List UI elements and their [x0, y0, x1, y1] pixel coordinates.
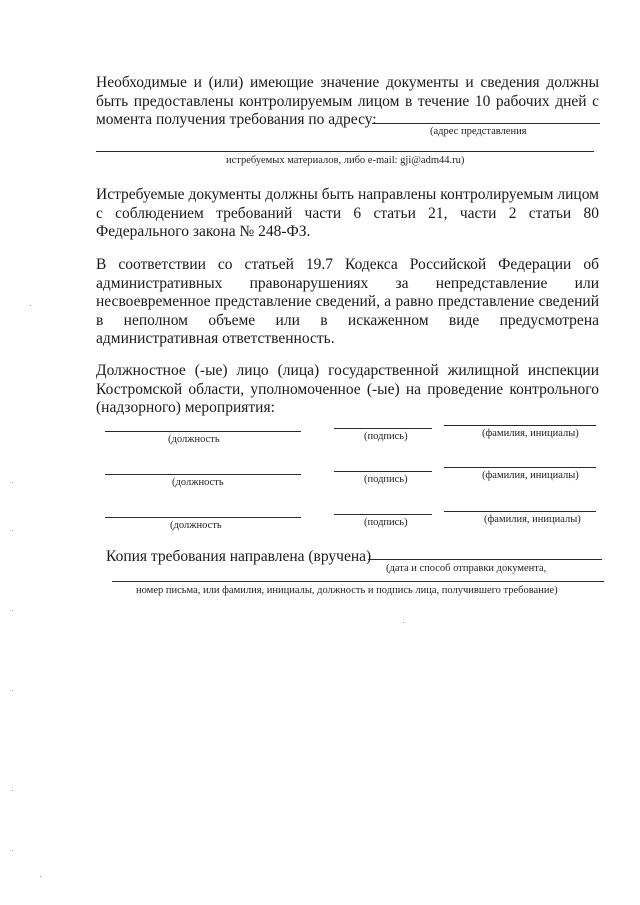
position-line-3 [105, 517, 301, 518]
signature-caption-3: (подпись) [364, 517, 408, 528]
scan-speck [30, 305, 31, 306]
scan-speck [12, 482, 13, 483]
address-caption-2: истребуемых материалов, либо e-mail: gji@adm44.ru) [226, 155, 465, 166]
copy-line-2 [112, 581, 604, 582]
copy-caption-2: номер письма, или фамилия, инициалы, должность и подпись лица, получившего требование) [136, 585, 558, 596]
address-line-2 [96, 151, 594, 152]
scan-speck [12, 790, 13, 791]
position-caption-2: (должность [172, 477, 224, 488]
position-caption-1: (должность [168, 434, 220, 445]
position-line-2 [105, 474, 301, 475]
scan-speck [12, 530, 13, 531]
scan-speck [12, 850, 13, 851]
signature-caption-2: (подпись) [364, 474, 408, 485]
copy-caption-1: (дата и способ отправки документа, [386, 563, 547, 574]
signature-line-3 [334, 514, 432, 515]
position-caption-3: (должность [170, 520, 222, 531]
liability-paragraph: В соответствии со статьей 19.7 Кодекса Российской Федерации об административных правонарушениях за непредставление или несвоевременное представление сведений, а равно представление сведений в неполном объеме или в искаженном виде предусмотрена административная ответственность. [96, 256, 599, 347]
signature-line-1 [334, 428, 432, 429]
name-line-1 [444, 425, 596, 426]
signature-caption-1: (подпись) [364, 431, 408, 442]
name-line-3 [444, 511, 596, 512]
scan-speck [12, 690, 13, 691]
request-paragraph: Необходимые и (или) имеющие значение документы и сведения должны быть предоставлены контролируемым лицом в течение 10 рабочих дней с момента получения требования по адресу: [96, 74, 599, 128]
officials-paragraph: Должностное (-ые) лицо (лица) государственной жилищной инспекции Костромской области, уполномоченное (-ые) на проведение контрольного (надзорного) мероприятия: [96, 362, 599, 416]
name-caption-1: (фамилия, инициалы) [482, 428, 579, 439]
name-caption-2: (фамилия, инициалы) [482, 470, 579, 481]
address-line-1 [372, 123, 600, 124]
name-caption-3: (фамилия, инициалы) [484, 514, 581, 525]
name-line-2 [444, 467, 596, 468]
position-line-1 [105, 431, 301, 432]
scan-speck [12, 610, 13, 611]
scan-speck [40, 876, 41, 877]
address-caption-1: (адрес представления [430, 126, 527, 137]
copy-line-1 [368, 559, 602, 560]
copy-label: Копия требования направлена (вручена) [106, 548, 372, 565]
scan-speck [403, 622, 404, 623]
signature-line-2 [334, 471, 432, 472]
requirements-paragraph: Истребуемые документы должны быть направлены контролируемым лицом с соблюдением требований части 6 статьи 21, части 2 статьи 80 Федерального закона № 248-ФЗ. [96, 186, 599, 240]
